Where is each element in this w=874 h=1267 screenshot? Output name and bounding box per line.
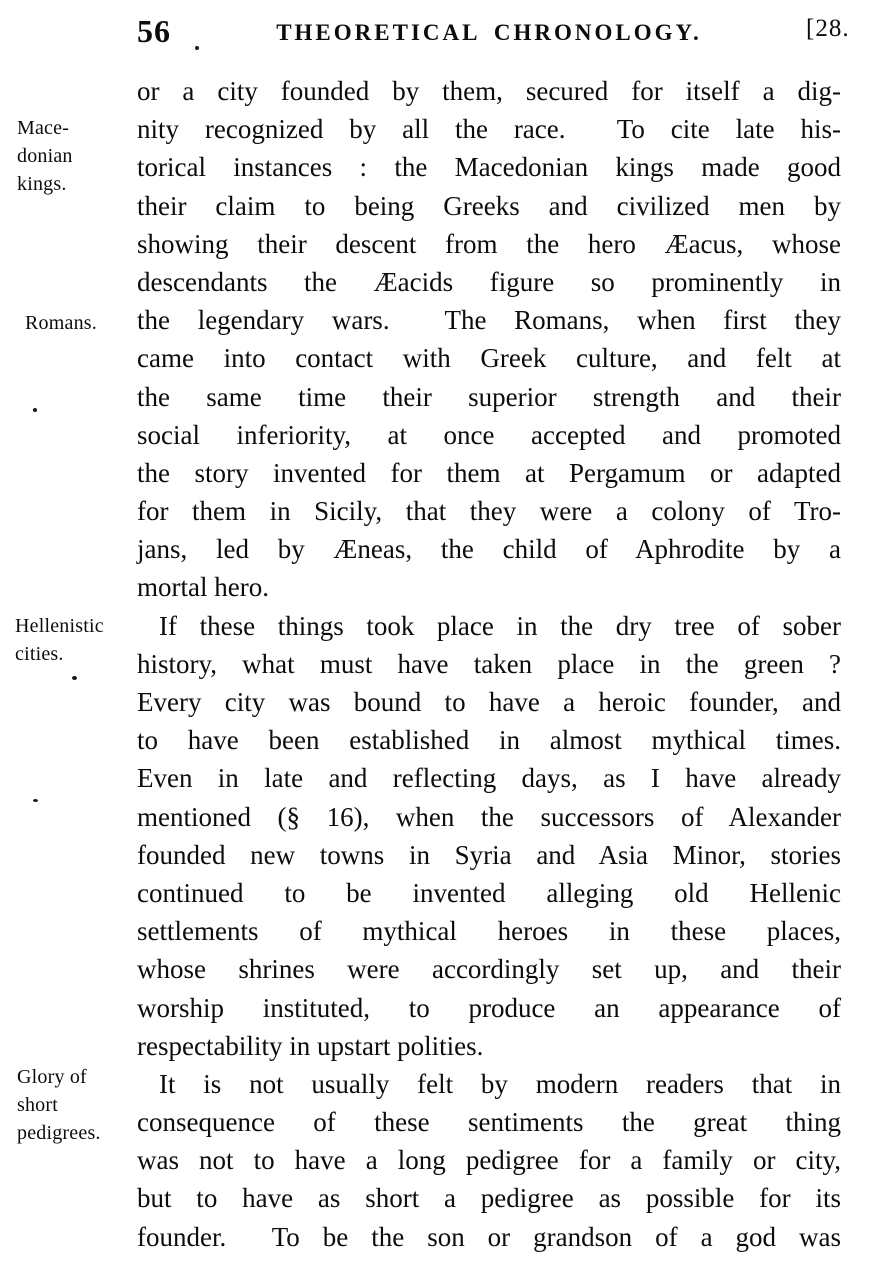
text-line: Even in late and reflecting days, as I have already	[137, 763, 841, 794]
text-line: the same time their superior strength and their	[137, 381, 841, 412]
margin-note-line: Mace-	[17, 117, 70, 139]
text-line: mortal hero.	[137, 572, 269, 603]
text-line: If these things took place in the dry tree of sober	[159, 610, 841, 641]
text-line: It is not usually felt by modern readers that in	[159, 1068, 841, 1099]
text-line: came into contact with Greek culture, and felt at	[137, 343, 841, 374]
text-line: worship instituted, to produce an appearance of	[137, 992, 841, 1023]
body-text-column	[137, 72, 841, 1256]
text-line: social inferiority, at once accepted and promoted	[137, 419, 841, 450]
text-line: was not to have a long pedigree for a family or city,	[137, 1145, 841, 1176]
margin-note-line: Romans.	[25, 312, 97, 334]
margin-note-line: donian	[17, 145, 73, 167]
text-line: mentioned (§ 16), when the successors of Alexander	[137, 801, 841, 832]
margin-note-line: Glory of	[17, 1066, 87, 1088]
scan-speck	[33, 799, 38, 802]
text-line: whose shrines were accordingly set up, and their	[137, 954, 841, 985]
margin-note-line: pedigrees.	[17, 1122, 101, 1144]
text-line: for them in Sicily, that they were a colony of Tro-	[137, 496, 841, 527]
text-line: the story invented for them at Pergamum or adapted	[137, 457, 841, 488]
text-line: torical instances : the Macedonian kings made good	[137, 152, 841, 183]
scan-speck	[72, 676, 77, 680]
text-line: their claim to being Greeks and civilized men by	[137, 190, 841, 221]
text-line: descendants the Æacids figure so prominently in	[137, 266, 841, 297]
text-line: the legendary wars. The Romans, when first they	[137, 305, 841, 336]
text-line: founder. To be the son or grandson of a god was	[137, 1221, 841, 1252]
text-line: Every city was bound to have a heroic founder, and	[137, 687, 841, 717]
text-line: continued to be invented alleging old Hellenic	[137, 877, 841, 908]
text-line: showing their descent from the hero Æacus, whose	[137, 228, 841, 259]
text-line: but to have as short a pedigree as possible for its	[137, 1183, 841, 1214]
margin-note-line: short	[17, 1094, 58, 1116]
scan-speck	[195, 46, 199, 50]
margin-note-hellenistic-cities	[15, 612, 135, 668]
page-number: 56	[137, 13, 171, 49]
text-line: or a city founded by them, secured for itself a dig-	[137, 76, 841, 106]
text-line: to have been established in almost mythical times.	[137, 725, 841, 756]
margin-note-glory-of-short-pedigrees	[17, 1063, 137, 1147]
margin-note-romans	[25, 309, 145, 337]
text-line: respectability in upstart polities.	[137, 1030, 484, 1061]
running-header	[0, 0, 874, 60]
margin-note-line: cities.	[15, 643, 64, 665]
text-line: jans, led by Æneas, the child of Aphrodite by a	[137, 534, 841, 565]
text-line: consequence of these sentiments the great thing	[137, 1107, 841, 1138]
margin-note-macedonian-kings	[17, 114, 137, 198]
text-line: history, what must have taken place in the green ?	[137, 648, 841, 679]
scan-speck	[33, 408, 37, 412]
text-line: founded new towns in Syria and Asia Minor, stories	[137, 839, 841, 870]
page-title: THEORETICAL CHRONOLOGY.	[276, 20, 702, 45]
margin-note-line: kings.	[17, 173, 67, 195]
margin-note-line: Hellenistic	[15, 615, 104, 637]
text-line: nity recognized by all the race. To cite late his-	[137, 114, 841, 145]
section-reference: [28.	[806, 15, 850, 42]
text-line: settlements of mythical heroes in these places,	[137, 916, 841, 947]
